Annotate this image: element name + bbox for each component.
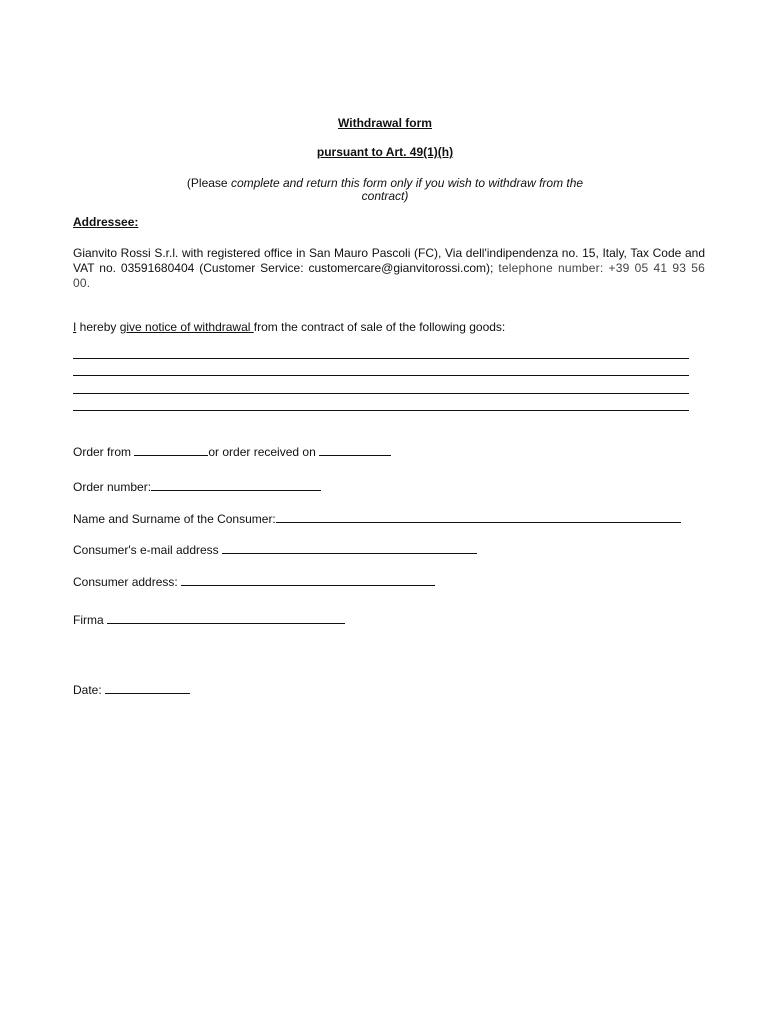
- goods-line-2[interactable]: [73, 375, 689, 376]
- withdrawal-notice: [73, 320, 505, 334]
- addressee-phone: telephone number: +39 05 41 93 56 00.: [73, 261, 706, 290]
- notice-rest: from the contract of sale of the following goods:: [253, 320, 506, 334]
- notice-hereby: hereby: [76, 320, 120, 334]
- goods-line-3[interactable]: [73, 393, 689, 394]
- form-title: Withdrawal form: [338, 116, 432, 130]
- instruction-open: (Please: [186, 176, 231, 190]
- date-label: Date:: [73, 683, 102, 697]
- consumer-email-field[interactable]: [222, 542, 477, 554]
- goods-line-1[interactable]: [73, 358, 689, 359]
- order-number-row: [73, 479, 321, 494]
- instruction-line-1: [0, 176, 770, 190]
- notice-i: I: [73, 320, 77, 334]
- order-from-field[interactable]: [134, 444, 208, 456]
- order-received-field[interactable]: [319, 444, 391, 456]
- consumer-email-row: [73, 542, 477, 557]
- date-row: [73, 682, 190, 697]
- order-from-label: Order from: [73, 445, 132, 459]
- order-received-label: or order received on: [208, 445, 316, 459]
- consumer-name-label: Name and Surname of the Consumer:: [73, 512, 276, 526]
- consumer-name-row: [73, 511, 681, 526]
- notice-give: give notice of withdrawal: [119, 320, 254, 334]
- signature-row: [73, 612, 345, 627]
- consumer-address-label: Consumer address:: [73, 575, 178, 589]
- consumer-name-field[interactable]: [276, 511, 681, 523]
- form-subtitle: pursuant to Art. 49(1)(h): [316, 145, 454, 159]
- instruction-italic: complete and return this form only if you wish to withdraw from the: [230, 176, 584, 190]
- addressee-paragraph: [73, 246, 705, 291]
- instruction-line-2: contract): [361, 189, 409, 203]
- consumer-address-field[interactable]: [181, 574, 435, 586]
- date-field[interactable]: [105, 682, 190, 694]
- consumer-address-row: [73, 574, 435, 589]
- order-number-field[interactable]: [151, 479, 321, 491]
- order-row: [73, 444, 391, 459]
- order-number-label: Order number:: [73, 480, 152, 494]
- consumer-email-label: Consumer's e-mail address: [73, 543, 219, 557]
- signature-label: Firma: [73, 613, 104, 627]
- addressee-main: Gianvito Rossi S.r.l. with registered office in San Mauro Pascoli (FC), Via dell'indipendenza no. 15, Italy, Tax Code and VAT no. 03591680404 (Customer Service: customercare@gianvitorossi.com);: [73, 246, 705, 275]
- signature-field[interactable]: [107, 612, 345, 624]
- addressee-label: Addressee:: [73, 215, 139, 229]
- goods-line-4[interactable]: [73, 410, 689, 411]
